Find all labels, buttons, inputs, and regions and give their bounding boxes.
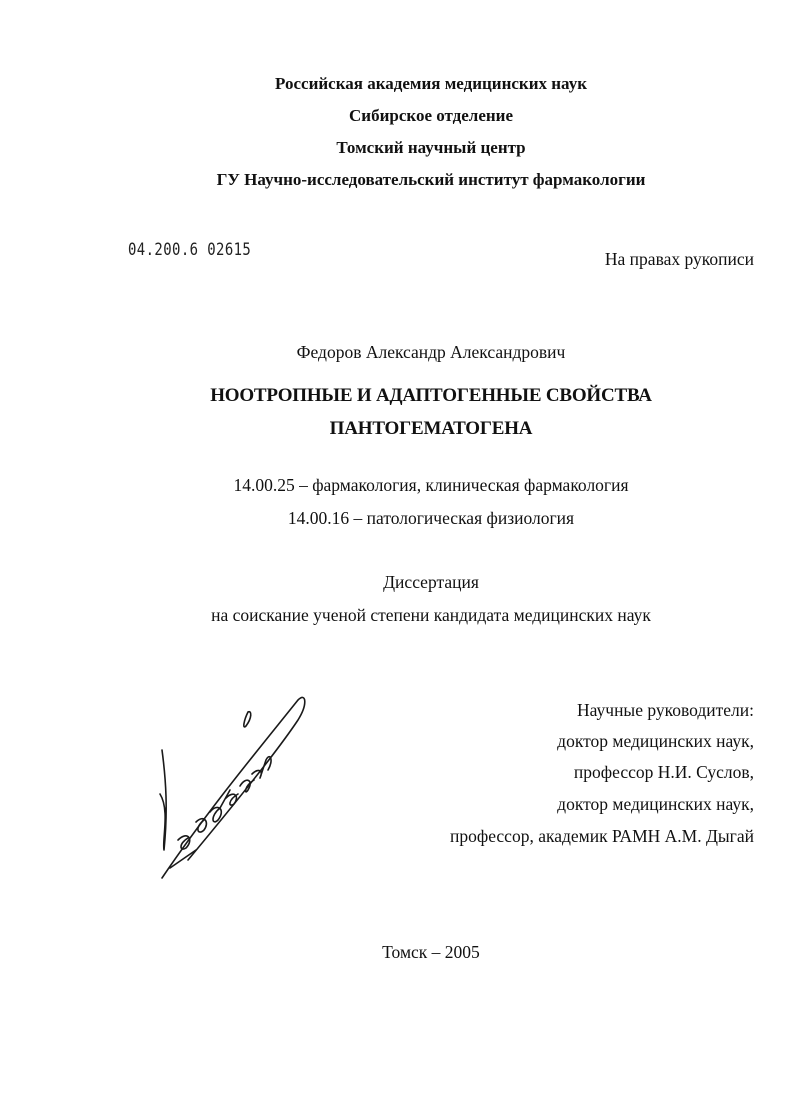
work-type: Диссертация <box>383 572 479 592</box>
branch-name: Сибирское отделение <box>349 106 513 125</box>
specialty-2: 14.00.16 – патологическая физиология <box>287 508 575 528</box>
degree-line: на соискание ученой степени кандидата медицинских наук <box>211 605 651 625</box>
city-year: Томск – 2005 <box>382 942 480 962</box>
advisor-line-4: профессор, академик РАМН А.М. Дыгай <box>450 826 754 846</box>
institute-name: ГУ Научно-исследовательский институт фармакологии <box>216 170 646 189</box>
advisor-line-3: доктор медицинских наук, <box>557 794 754 814</box>
rights-note: На правах рукописи <box>604 249 754 269</box>
thesis-title-line-1: НООТРОПНЫЕ И АДАПТОГЕННЫЕ СВОЙСТВА <box>210 385 652 406</box>
academy-name: Российская академия медицинских наук <box>275 74 587 93</box>
handwritten-signature-icon <box>148 690 318 890</box>
center-name: Томский научный центр <box>336 138 526 157</box>
author-name: Федоров Александр Александрович <box>296 342 566 362</box>
archive-number: 04.200.6 02615 <box>128 240 252 260</box>
advisor-line-1: доктор медицинских наук, <box>557 731 754 751</box>
advisor-line-2: профессор Н.И. Суслов, <box>573 762 754 782</box>
advisors-heading: Научные руководители: <box>577 700 754 720</box>
specialty-1: 14.00.25 – фармакология, клиническая фармакология <box>233 475 629 495</box>
thesis-title-line-2: ПАНТОГЕМАТОГЕНА <box>329 418 533 439</box>
